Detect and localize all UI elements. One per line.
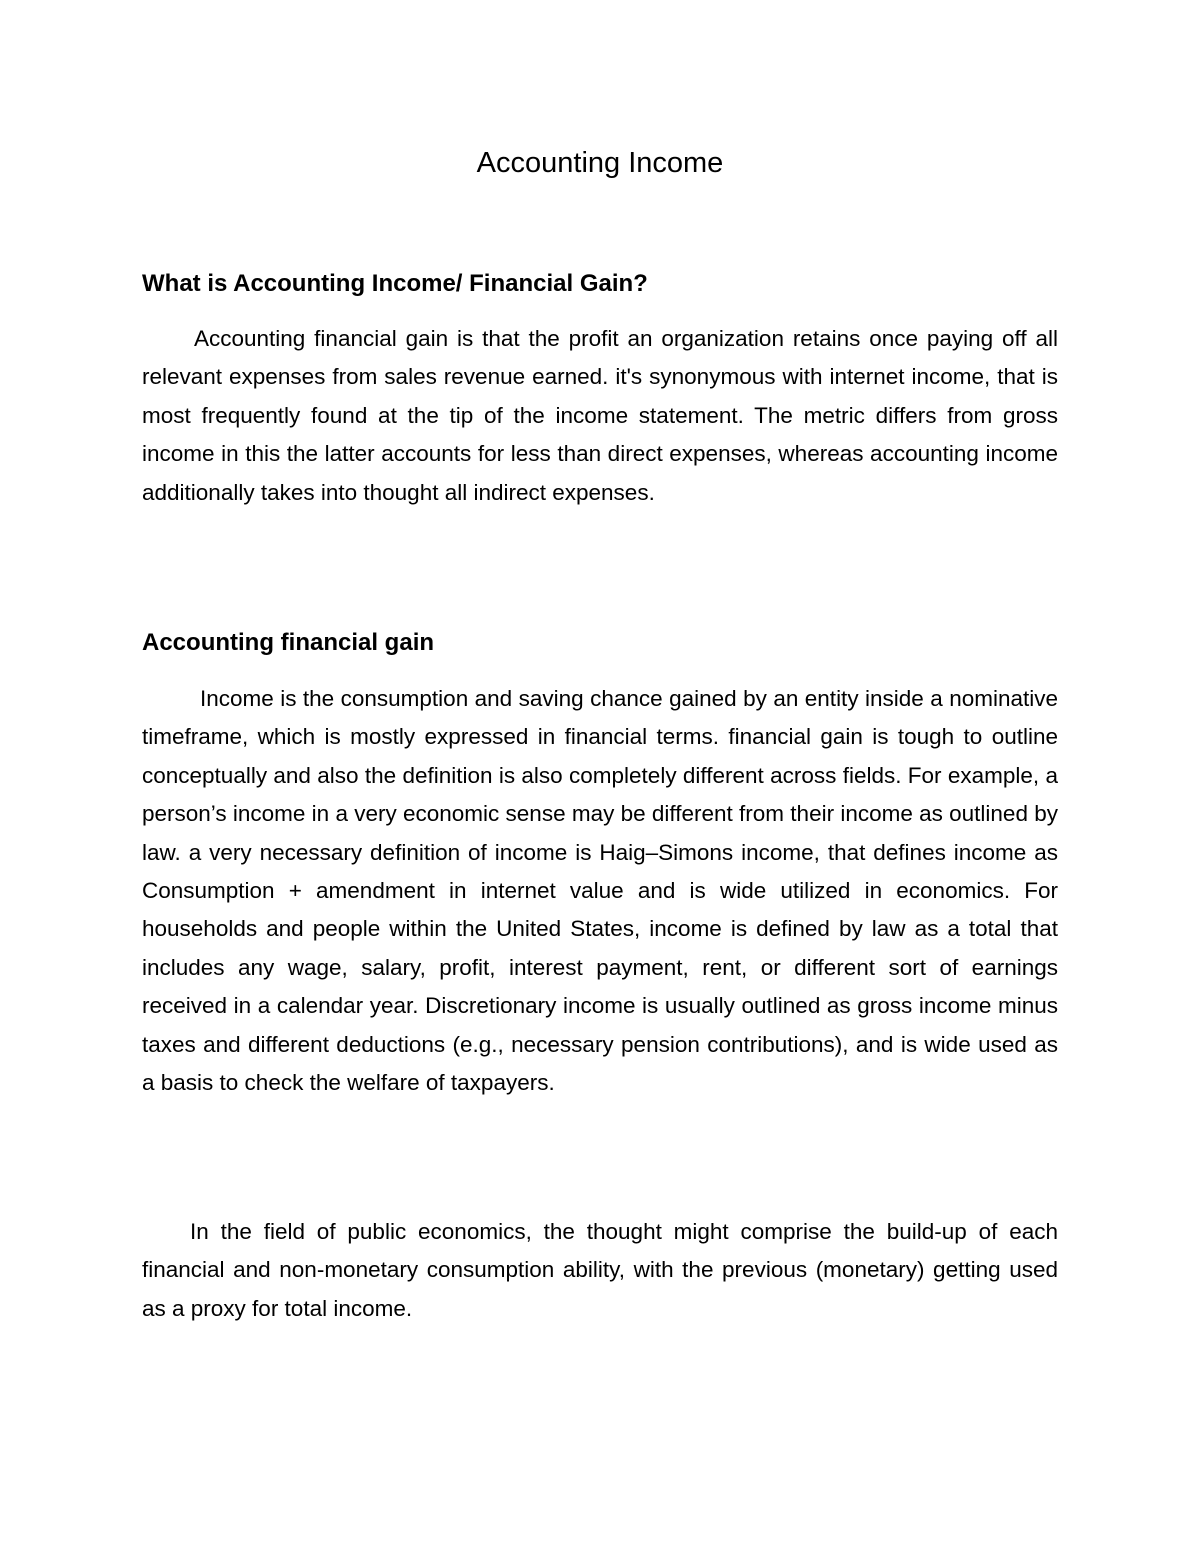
paragraph-income-definition: Income is the consumption and saving chance gained by an entity inside a nominative timeframe, which is mostly expressed in financial terms. financial gain is tough to outline conceptually and also the definition is also completely different across fields. For example, a person’s income in a very economic sense may be different from their income as outlined by law. a very necessary definition of income is Haig–Simons income, that defines income as Consumption + amendment in internet value and is wide utilized in economics. For households and people within the United States, income is defined by law as a total that includes any wage, salary, profit, interest payment, rent, or different sort of earnings received in a calendar year. Discretionary income is usually outlined as gross income minus taxes and different deductions (e.g., necessary pension contributions), and is wide used as a basis to check the welfare of taxpayers. bbox=[142, 686, 1058, 1096]
document-title: Accounting Income bbox=[476, 147, 724, 179]
section-heading-accounting-financial-gain: Accounting financial gain bbox=[142, 629, 435, 656]
paragraph-public-economics: In the field of public economics, the thought might comprise the build-up of each financial and non-monetary consumption ability, with the previous (monetary) getting used as a proxy for total income. bbox=[142, 1219, 1058, 1321]
paragraph-accounting-financial-gain-definition: Accounting financial gain is that the profit an organization retains once paying off all relevant expenses from sales revenue earned. it's synonymous with internet income, that is most frequently found at the tip of the income statement. The metric differs from gross income in this the latter accounts for less than direct expenses, whereas accounting income additionally takes into thought all indirect expenses. bbox=[142, 326, 1058, 505]
section-heading-what-is-accounting-income: What is Accounting Income/ Financial Gain? bbox=[142, 270, 648, 297]
